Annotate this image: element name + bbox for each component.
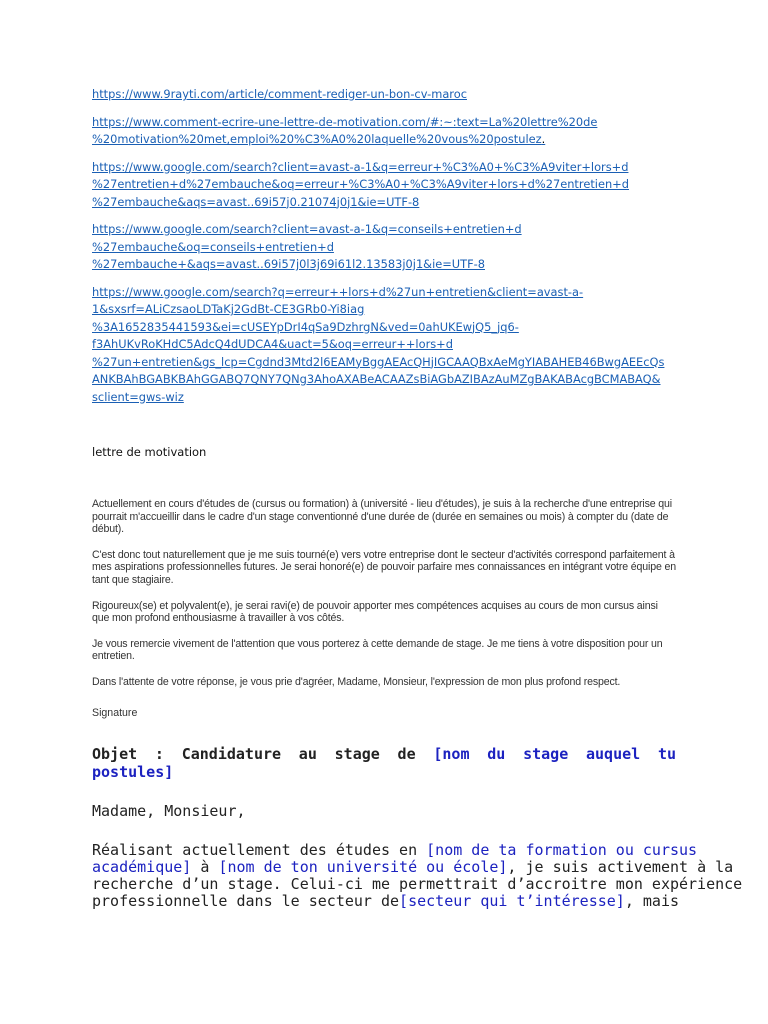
placeholder-secteur: [secteur qui t’intéresse] bbox=[399, 892, 625, 910]
reference-links bbox=[92, 86, 682, 416]
body-text: professionnelle dans le secteur de bbox=[92, 892, 400, 910]
link-line: %20motivation%20met,emploi%20%C3%A0%20laquelle%20vous%20postulez. bbox=[92, 132, 546, 146]
reference-link[interactable] bbox=[92, 159, 682, 212]
link-line: f3AhUKvRoKHdC5AdcQ4dUDCA4&uact=5&oq=erreur++lors+d bbox=[92, 337, 453, 351]
letter-paragraph: Rigoureux(se) et polyvalent(e), je serai ravi(e) de pouvoir apporter mes compétences acquises au cours de mon cursus ainsi que mon profond enthousiasme à travailler à vos côtés. bbox=[92, 599, 658, 625]
link-line: %27embauche&oq=conseils+entretien+d bbox=[92, 239, 334, 254]
link-trailing: . bbox=[541, 132, 546, 146]
letter-paragraph: Dans l'attente de votre réponse, je vous prie d'agréer, Madame, Monsieur, l'expression de mon plus profond respect. bbox=[92, 675, 621, 688]
letter-template bbox=[92, 498, 676, 702]
subject-line bbox=[92, 745, 676, 781]
link-line: ANKBAhBGABKBAhGGABQ7QNY7QNg3AhoAXABeACAAZsBiAGbAZIBAzAuMZgBAKABAcgBCMABAQ& bbox=[92, 372, 661, 386]
placeholder-universite: [nom de ton université ou école] bbox=[218, 858, 508, 876]
body-line bbox=[92, 892, 680, 910]
signature: Signature bbox=[92, 707, 138, 719]
link-line: 1&sxsrf=ALiCzsaoLDTaKj2GdBt-CE3GRb0-Yi8iag bbox=[92, 302, 365, 316]
body-text: , mais bbox=[624, 892, 680, 910]
link-line: https://www.9rayti.com/article/comment-rediger-un-bon-cv-maroc bbox=[92, 87, 467, 101]
link-line: %27embauche&aqs=avast..69i57j0.21074j0j1&ie=UTF-8 bbox=[92, 194, 420, 209]
subject-label: Objet : Candidature au stage de bbox=[92, 745, 434, 763]
body-text: Réalisant actuellement des études en bbox=[92, 841, 427, 859]
link-line: %27un+entretien&gs_lcp=Cgdnd3Mtd2l6EAMyBggAEAcQHjIGCAAQBxAeMgYIABAHEB46BwgAEEcQs bbox=[92, 354, 665, 369]
section-title: lettre de motivation bbox=[92, 445, 207, 459]
reference-link[interactable] bbox=[92, 86, 682, 104]
salutation: Madame, Monsieur, bbox=[92, 802, 246, 820]
letter-paragraph: Je vous remercie vivement de l'attention que vous porterez à cette demande de stage. Je me tiens à votre disposition pour un entretien. bbox=[92, 637, 663, 663]
body-line: recherche d’un stage. Celui-ci me permettrait d’accroitre mon expérience bbox=[92, 875, 743, 893]
body-text: , je suis activement à la bbox=[507, 858, 734, 876]
reference-link[interactable] bbox=[92, 284, 682, 407]
reference-link[interactable] bbox=[92, 114, 682, 149]
body-line bbox=[92, 841, 698, 859]
subject-placeholder: [nom du stage auquel tu postules] bbox=[92, 745, 677, 781]
link-line: sclient=gws-wiz bbox=[92, 389, 184, 404]
placeholder-formation: [nom de ta formation ou cursus bbox=[426, 841, 698, 859]
body-text: à bbox=[191, 858, 219, 876]
link-line: %27embauche+&aqs=avast..69i57j0l3j69i61l2.13583j0j1&ie=UTF-8 bbox=[92, 257, 485, 271]
link-line: %3A1652835441593&ei=cUSEYpDrI4qSa9DzhrgN&ved=0ahUKEwjQ5_jq6- bbox=[92, 319, 519, 334]
body-paragraph bbox=[92, 841, 743, 910]
link-line: %27entretien+d%27embauche&oq=erreur+%C3%A0+%C3%A9viter+lors+d%27entretien+d bbox=[92, 177, 629, 191]
link-line: https://www.google.com/search?client=avast-a-1&q=conseils+entretien+d bbox=[92, 222, 522, 236]
reference-link[interactable] bbox=[92, 221, 682, 274]
letter-paragraph: Actuellement en cours d'études de (cursus ou formation) à (université - lieu d'études), je suis à la recherche d'une entreprise qui pourrait m'accueillir dans le cadre d'un stage conventionné d'une durée de (durée en semaines ou mois) à compter du (date de début). bbox=[92, 498, 672, 536]
placeholder-academique: académique] bbox=[92, 858, 192, 876]
letter-paragraph: C'est donc tout naturellement que je me suis tourné(e) vers votre entreprise dont le secteur d'activités correspond parfaitement à mes aspirations professionnelles futures. Je serai honoré(e) de pouvoir parfaire mes connaissances en intégrant votre équipe en tant que stagiaire. bbox=[92, 548, 676, 586]
link-line: https://www.comment-ecrire-une-lettre-de-motivation.com/#:~:text=La%20lettre%20de bbox=[92, 114, 598, 129]
link-line: https://www.google.com/search?client=avast-a-1&q=erreur+%C3%A0+%C3%A9viter+lors+d bbox=[92, 159, 629, 174]
body-line bbox=[92, 858, 734, 876]
link-line: https://www.google.com/search?q=erreur++lors+d%27un+entretien&client=avast-a- bbox=[92, 284, 584, 299]
